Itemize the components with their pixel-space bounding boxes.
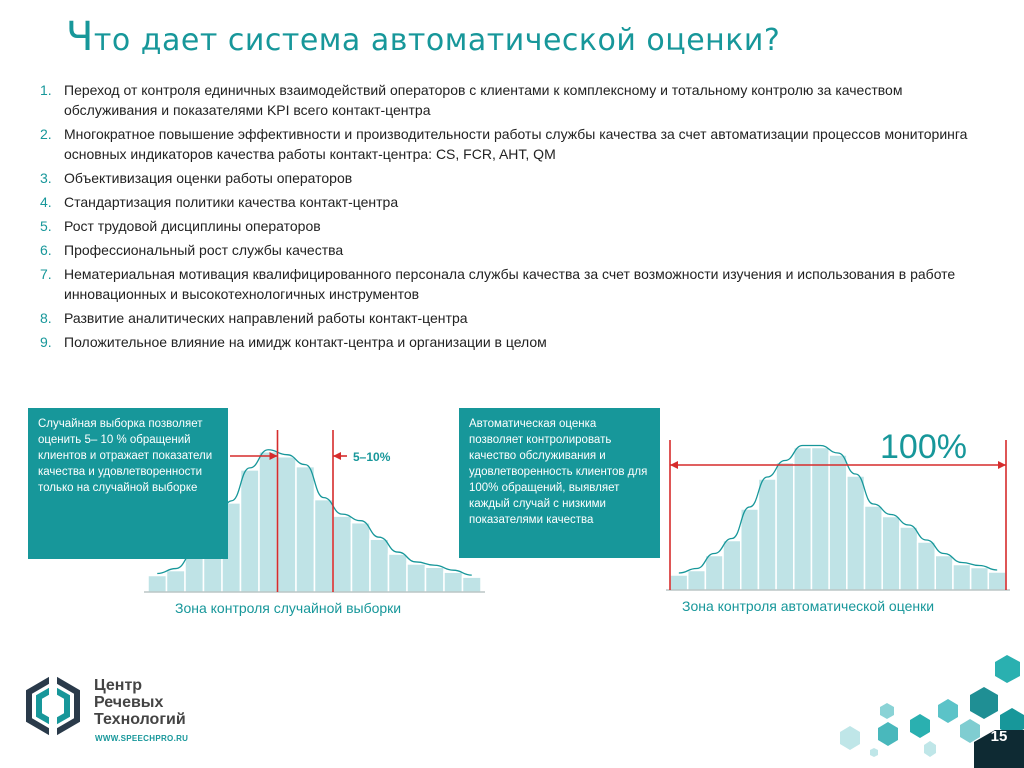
histogram-bar (333, 516, 352, 592)
list-item-text: Развитие аналитических направлений работы контакт-центра (64, 310, 468, 326)
list-item (40, 192, 990, 212)
histogram-bar (794, 448, 812, 591)
page-number: 15 (990, 728, 1008, 745)
company-name-line2: Речевых (94, 694, 164, 711)
list-item-number: 1. (40, 82, 52, 98)
histogram-bar (407, 564, 426, 592)
list-item-text: Нематериальная мотивация квалифицированного персонала службы качества за счет возможности изучения и использования в работе инновационных и высокотехнологичных инструментов (64, 266, 956, 302)
histogram-bar (723, 541, 741, 591)
list-item-text: Многократное повышение эффективности и производительности работы службы качества за счет автоматизации процессов мониторинга основных индикаторов качества работы контакт-центра: CS, FCR, AHT, QM (64, 126, 968, 162)
histogram-bar (776, 463, 794, 591)
histogram-bar (352, 523, 371, 592)
histogram-bar (426, 567, 445, 592)
list-item-text: Объективизация оценки работы операторов (64, 170, 353, 186)
automatic-evaluation-chart (660, 420, 1015, 595)
histogram-bar (463, 577, 482, 592)
histogram-bar (185, 554, 204, 592)
list-item (40, 332, 990, 352)
histogram-bar (296, 467, 315, 592)
random-sample-caption: Зона контроля случайной выборки (175, 600, 402, 616)
list-item-number: 6. (40, 242, 52, 258)
histogram-bar (370, 539, 389, 592)
list-item-text: Профессиональный рост службы качества (64, 242, 344, 258)
automatic-evaluation-caption: Зона контроля автоматической оценки (682, 598, 935, 614)
automatic-evaluation-note: Автоматическая оценка позволяет контролировать качество обслуживания и удовлетворенность клиентов для 100% обращений, выявляет каждый случай с низкими показателями качества (459, 408, 660, 558)
range-label: 5–10% (353, 450, 391, 464)
list-item-number: 9. (40, 334, 52, 350)
company-name-line3: Технологий (94, 711, 186, 728)
range-label: 100% (880, 428, 967, 466)
list-item-number: 5. (40, 218, 52, 234)
list-item-number: 3. (40, 170, 52, 186)
histogram-bar (167, 571, 186, 592)
histogram-bar (758, 479, 776, 590)
histogram-bar (971, 568, 989, 591)
histogram-bar (259, 452, 278, 592)
list-item-text: Положительное влияние на имидж контакт-центра и организации в целом (64, 334, 547, 350)
list-item-text: Переход от контроля единичных взаимодействий операторов с клиентами к комплексному и тотальному контролю за качеством обслуживания и показателями KPI всего контакт-центра (64, 82, 903, 118)
histogram-bar (847, 476, 865, 590)
histogram-bar (705, 556, 723, 591)
arrow-head-icon (670, 461, 678, 469)
histogram-bar (688, 571, 706, 591)
list-item-text: Стандартизация политики качества контакт-центра (64, 194, 399, 210)
histogram-bar (278, 457, 297, 592)
random-sample-note: Случайная выборка позволяет оценить 5– 10 % обращений клиентов и отражает показатели качества и удовлетворенности только на случайной выборке (28, 408, 228, 559)
histogram-bar (315, 500, 334, 592)
histogram-bar (741, 509, 759, 590)
company-logo-icon (22, 675, 84, 737)
list-item-number: 7. (40, 266, 52, 282)
histogram-bar (148, 576, 167, 593)
histogram-bar (865, 506, 883, 590)
histogram-bar (444, 572, 463, 592)
arrow-head-icon (998, 461, 1006, 469)
histogram-bar (918, 542, 936, 590)
histogram-bar (829, 455, 847, 590)
arrow-head-icon (333, 452, 341, 460)
list-item-number: 2. (40, 126, 52, 142)
histogram-bar (900, 527, 918, 590)
histogram-bar (670, 575, 688, 590)
list-item-text: Рост трудовой дисциплины операторов (64, 218, 321, 234)
histogram-bar (953, 565, 971, 591)
histogram-bar (241, 470, 260, 592)
histogram-bar (988, 572, 1006, 590)
list-item (40, 240, 990, 260)
hexagon-decoration-icon (820, 650, 1024, 768)
list-item-number: 4. (40, 194, 52, 210)
page-title (66, 14, 966, 60)
list-item-number: 8. (40, 310, 52, 326)
benefits-list (40, 80, 990, 356)
title-rest: то дает система автоматической оценки? (93, 23, 781, 58)
histogram-bar (882, 517, 900, 591)
company-name (94, 677, 186, 728)
list-item (40, 168, 990, 188)
histogram-bar (811, 448, 829, 591)
list-item (40, 124, 990, 164)
list-item (40, 80, 990, 120)
histogram-bar (935, 556, 953, 591)
list-item (40, 308, 990, 328)
company-url: WWW.SPEECHPRO.RU (95, 734, 189, 743)
list-item (40, 216, 990, 236)
title-first-letter: Ч (66, 14, 94, 60)
company-name-line1: Центр (94, 677, 143, 694)
list-item (40, 264, 990, 304)
histogram-bar (389, 554, 408, 592)
